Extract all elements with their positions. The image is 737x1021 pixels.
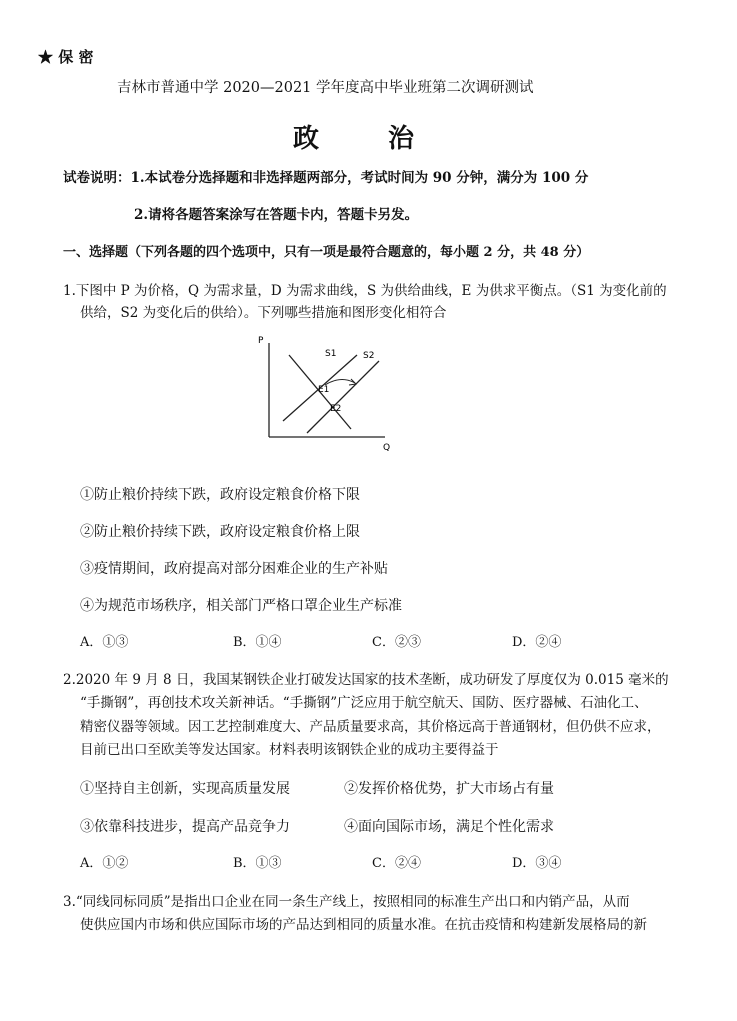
instructions-line-1: 试卷说明：1.本试卷分选择题和非选择题两部分，考试时间为 90 分钟，满分为 100 分 bbox=[63, 170, 589, 186]
q2-stem-line-4: 目前已出口至欧美等发达国家。材料表明该钢铁企业的成功主要得益于 bbox=[80, 742, 499, 758]
q2-item-3: ③依靠科技进步，提高产品竞争力 bbox=[80, 819, 290, 835]
instructions-line-2: 2.请将各题答案涂写在答题卡内，答题卡另发。 bbox=[134, 207, 419, 223]
section-heading: 一、选择题（下列各题的四个选项中，只有一项是最符合题意的，每小题 2 分，共 48 分） bbox=[63, 245, 590, 260]
q2-stem-line-1: 2.2020 年 9 月 8 日，我国某钢铁企业打破发达国家的技术垄断，成功研发了厚度仅为 0.015 毫米的 bbox=[63, 672, 669, 688]
axis-p-label: P bbox=[258, 336, 264, 346]
q2-option-d[interactable]: D．③④ bbox=[512, 856, 562, 871]
q1-stem-line-2: 供给，S2 为变化后的供给）。下列哪些措施和图形变化相符合 bbox=[80, 305, 447, 321]
e2-label: E2 bbox=[330, 404, 342, 414]
supply-curve-s2 bbox=[307, 361, 379, 433]
q2-option-b[interactable]: B．①③ bbox=[233, 856, 282, 871]
q2-stem-line-2: “手撕钢”，再创技术攻关新神话。“手撕钢”广泛应用于航空航天、国防、医疗器械、石油化工、 bbox=[80, 695, 648, 711]
q1-item-1: ①防止粮价持续下跌，政府设定粮食价格下限 bbox=[80, 487, 360, 503]
q1-stem-line-1: 1.下图中 P 为价格，Q 为需求量，D 为需求曲线，S 为供给曲线，E 为供求平衡点。（S1 为变化前的 bbox=[63, 283, 667, 299]
axis-q-label: Q bbox=[383, 443, 391, 453]
q2-item-1: ①坚持自主创新，实现高质量发展 bbox=[80, 781, 290, 797]
exam-title: 吉林市普通中学 2020—2021 学年度高中毕业班第二次调研测试 bbox=[117, 80, 534, 96]
e1-label: E1 bbox=[318, 385, 330, 395]
q2-stem-line-3: 精密仪器等领域。因工艺控制难度大、产品质量要求高，其价格远高于普通钢材，但仍供不应求， bbox=[80, 719, 661, 735]
confidential-mark: ★ 保 密 bbox=[38, 48, 94, 66]
q2-item-2: ②发挥价格优势，扩大市场占有量 bbox=[344, 781, 554, 797]
supply-demand-graph bbox=[255, 333, 395, 455]
q1-option-a[interactable]: A．①③ bbox=[80, 635, 129, 650]
q1-item-2: ②防止粮价持续下跌，政府设定粮食价格上限 bbox=[80, 524, 360, 540]
q1-option-b[interactable]: B．①④ bbox=[233, 635, 282, 650]
q2-option-a[interactable]: A．①② bbox=[80, 856, 129, 871]
q1-item-4: ④为规范市场秩序，相关部门严格口罩企业生产标准 bbox=[80, 598, 402, 614]
q1-option-c[interactable]: C．②③ bbox=[372, 635, 421, 650]
q3-stem-line-1: 3.“同线同标同质”是指出口企业在同一条生产线上，按照相同的标准生产出口和内销产品，从而 bbox=[63, 894, 630, 910]
s1-label: S1 bbox=[325, 349, 337, 359]
q1-item-3: ③疫情期间，政府提高对部分困难企业的生产补贴 bbox=[80, 561, 388, 577]
q3-stem-line-2: 使供应国内市场和供应国际市场的产品达到相同的质量水准。在抗击疫情和构建新发展格局的新 bbox=[80, 917, 647, 933]
q2-option-c[interactable]: C．②④ bbox=[372, 856, 421, 871]
s2-label: S2 bbox=[363, 351, 375, 361]
q1-option-d[interactable]: D．②④ bbox=[512, 635, 562, 650]
q2-item-4: ④面向国际市场，满足个性化需求 bbox=[344, 819, 554, 835]
subject-title: 政 治 bbox=[292, 124, 445, 154]
